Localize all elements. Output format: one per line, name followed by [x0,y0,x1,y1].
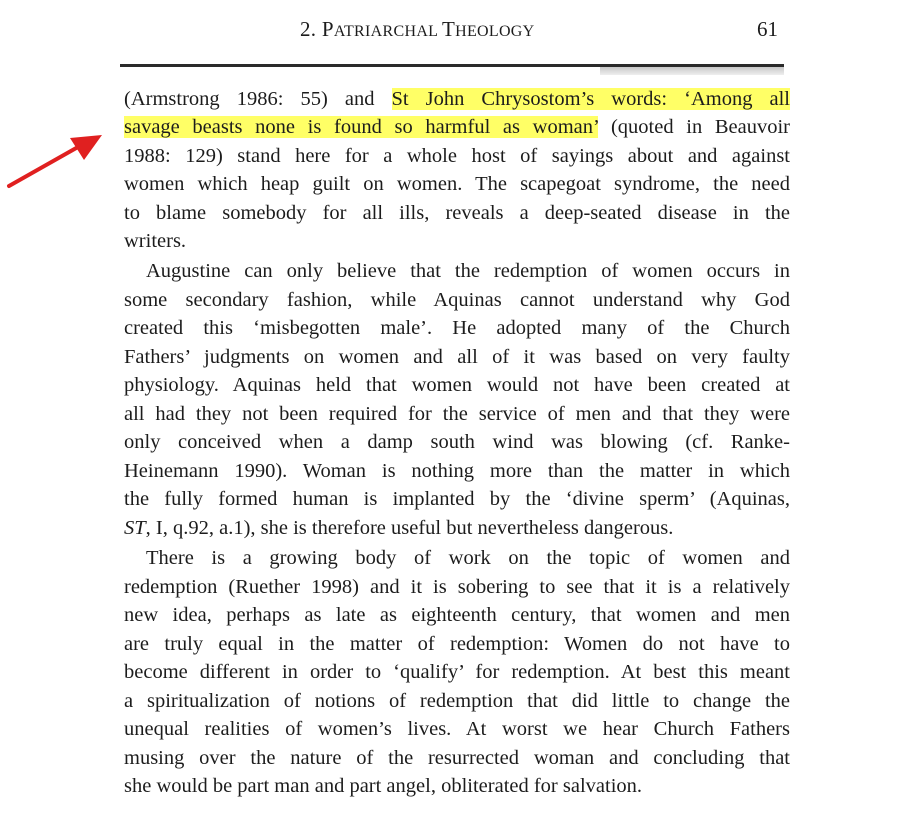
paragraph-2-line-1: Augustine can only believe that the redemption of women occurs in [146,260,790,282]
red-arrow-icon [6,134,116,194]
body-line-25: she would be part man and part angel, obliterated for salvation. [124,775,643,797]
running-header-title [300,17,535,42]
body-line-21: become different in order to ‘qualify’ for redemption. At best this meant [124,661,790,683]
chapter-number: 2. [300,17,317,41]
body-line-12: all had they not been required for the service of men and that they were [124,403,790,425]
highlighted-quote: St John Chrysostom’s words: ‘Among all [391,88,790,110]
body-line-13: only conceived when a damp south wind was blowing (cf. Ranke- [124,431,790,453]
paragraph-3-line-1: There is a growing body of work on the topic of women and [146,547,790,569]
body-line-19: new idea, perhaps as late as eighteenth century, that women and men [124,604,790,626]
body-line-24: musing over the nature of the resurrected woman and concluding that [124,747,790,769]
body-line-8: some secondary fashion, while Aquinas cannot understand why God [124,289,790,311]
body-line-10: Fathers’ judgments on women and all of it was based on very faulty [124,346,790,368]
chapter-title-cap-2: T [441,17,456,41]
body-line-3: 1988: 129) stand here for a whole host of sayings about and against [124,145,790,167]
text-run: (quoted in Beauvoir [598,116,790,138]
body-line-22: a spiritualization of notions of redemption that did little to change the [124,690,790,712]
body-line-2 [124,115,790,139]
body-line-6: writers. [124,230,187,252]
body-line-5: to blame somebody for all ills, reveals a deep-seated disease in the [124,202,790,224]
text-run: , I, q.92, a.1), she is therefore useful but nevertheless dangerous. [145,517,674,539]
italic-citation: ST [124,517,146,539]
chapter-title-rest-1: ATRIARCHAL [333,23,442,40]
chapter-title-rest-2: HEOLOGY [455,23,535,40]
header-rule-shadow [600,67,784,75]
highlighted-quote: savage beasts none is found so harmful as woman’ [124,116,599,138]
body-line-1 [124,87,790,111]
body-line-23: unequal realities of women’s lives. At worst we hear Church Fathers [124,718,790,740]
chapter-title-cap-1: P [321,17,334,41]
body-line-9: created this ‘misbegotten male’. He adopted many of the Church [124,317,790,339]
body-line-14: Heinemann 1990). Woman is nothing more than the matter in which [124,460,790,482]
body-line-15: the fully formed human is implanted by the ‘divine sperm’ (Aquinas, [124,488,790,510]
body-line-4: women which heap guilt on women. The scapegoat syndrome, the need [124,173,790,195]
body-line-16 [124,516,790,540]
body-line-18: redemption (Ruether 1998) and it is sobering to see that it is a relatively [124,576,790,598]
body-line-11: physiology. Aquinas held that women would not have been created at [124,374,790,396]
body-line-20: are truly equal in the matter of redemption: Women do not have to [124,633,790,655]
text-run: (Armstrong 1986: 55) and [124,88,392,110]
page-number: 61 [757,17,778,41]
